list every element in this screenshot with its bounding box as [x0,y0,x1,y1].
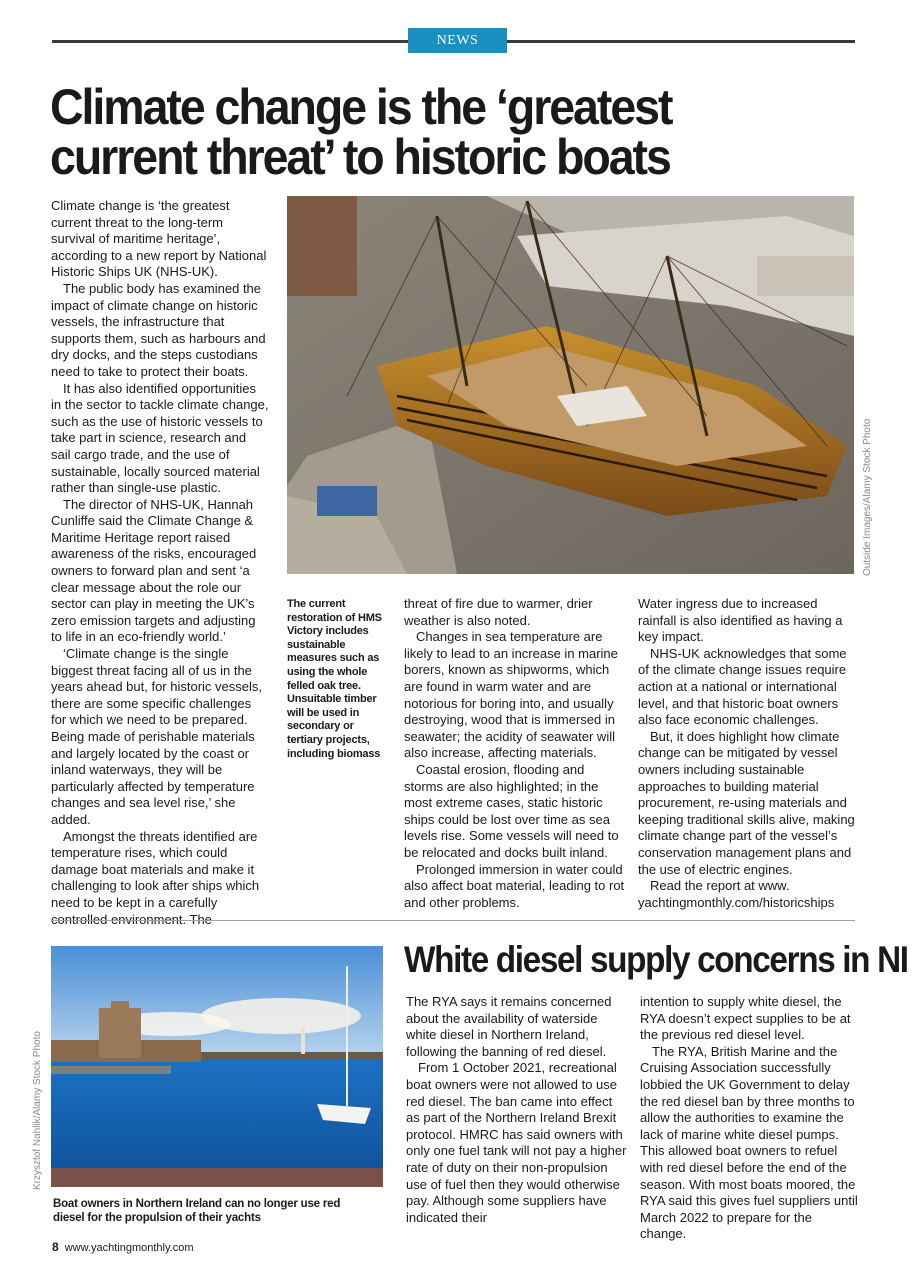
paragraph: threat of fire due to warmer, drier weather is also noted. [404,596,593,628]
paragraph: The director of NHS-UK, Hannah Cunliffe said the Climate Change & Maritime Heritage report raised awareness of the risks, encouraged owners to forward plan and sent ‘a clear message about the role our sector can play in meeting the UK’s zero emission targets and adjusting to life in an eco-friendly world.’ [51,496,257,645]
paragraph: intention to supply white diesel, the RYA doesn’t expect supplies to be at the previous red diesel level. [640,994,851,1043]
page-number: 8 [52,1240,59,1254]
article-column-3 [638,596,856,911]
paragraph: Amongst the threats identified are temperature rises, which could damage boat materials and make it challenging to look after ships which need to be kept in a carefully [51,828,260,910]
photo-caption: Boat owners in Northern Ireland can no longer use red diesel for the propulsion of their yachts [53,1198,341,1224]
section-divider [52,920,855,921]
paragraph: Changes in sea temperature are likely to lead to an increase in marine borers, known as shipworms, which are found in warm water and are notorious for boring into, and usually destroying, wood that is immersed in seawater; the acidity of seawater will also increase, affecting materials. [404,629,618,761]
paragraph: Climate change is ‘the greatest current threat to the long-term survival of maritime heritage’, according to a new report by National Historic Ships UK (NHS-UK). [51,198,267,280]
article-headline: White diesel supply concerns in NI [404,939,908,980]
paragraph: Prolonged immersion in water could also affect boat material, leading to rot and other problems. [404,861,625,910]
paragraph: The RYA, British Marine and the Cruising Association successfully lobbied the UK Government to delay the red diesel ban by three months to allow the authorities to examine the lack of marine white diesel pumps. This allowed boat owners to refuel with red diesel before the end of the season. With most boats moored, the RYA said this gives fuel suppliers until March 2022 to prepare for the change. [640,1043,858,1242]
website-link[interactable]: www.yachtingmonthly.com [64,1242,194,1254]
paragraph: It has also identified opportunities in the sector to tackle climate change, such as the use of historic vessels to take part in science, research and sail cargo trade, and the use of sustainable, locally sourced material rather than single-use plastic. [51,380,269,496]
section-tag: NEWS [408,28,507,53]
article-column-2 [404,596,626,911]
paragraph: But, it does highlight how climate change can be mitigated by vessel owners including sustainable approaches to building material procurement, re-using materials and keeping traditional skills alive, making climate change part of the vessel’s conservation management plans and the use of electric engines. [638,728,855,877]
paragraph: The public body has examined the impact of climate change on historic vessels, the infrastructure that supports them, such as harbours and dry docks, and the steps custodians need to take to protect their boats. [51,280,266,379]
photo-credit: Outside Images/Alamy Stock Photo [862,418,873,576]
paragraph: ‘Climate change is the single biggest threat facing all of us in the years ahead but, for historic vessels, there are some specific challenges for which we need to be prepared. Being made of perishable materials and largely located by the coast or inland waterways, they will be particularly affected by temperature changes and sea level rise,’ she added. [51,646,262,827]
paragraph: The RYA says it remains concerned about the availability of waterside white diesel in Northern Ireland, following the banning of red diesel. [406,994,612,1059]
article-column-1 [51,198,269,928]
photo-caption: The current restoration of HMS Victory includes sustainable measures such as using the whole felled oak tree. Unsuitable timber will be used in secondary or tertiary projects, including biomass [287,598,382,760]
carrickfergus-photo [51,946,383,1187]
article-headline: Climate change is the ‘greatest current threat’ to historic boats [50,79,672,185]
article-column-1 [406,994,628,1226]
paragraph: Read the report at www. yachtingmonthly.com/historicships [638,878,835,910]
page-footer [52,1240,193,1254]
paragraph: Coastal erosion, flooding and storms are also highlighted; in the most extreme cases, static historic ships could be lost over time as sea levels rise. Some vessels will need to be relocated and docks built inland. [404,761,619,860]
photo-credit: Krzysztof Nahlik/Alamy Stock Photo [32,1031,43,1190]
hms-victory-photo [287,196,854,574]
paragraph: NHS-UK acknowledges that some of the climate change issues require action at a national or international level, and that historic boat owners also face economic challenges. [638,645,847,728]
paragraph: Water ingress due to increased rainfall is also identified as having a key impact. [638,596,843,645]
paragraph: From 1 October 2021, recreational boat owners were not allowed to use red diesel. The ban came into effect as part of the Northern Ireland Brexit protocol. HMRC has said owners with only one fuel tank will not pay a higher rate of duty on their non-propulsion use of fuel then they would otherwise pay. Although some suppliers have indicated their [406,1060,627,1225]
article-column-2 [640,994,858,1243]
